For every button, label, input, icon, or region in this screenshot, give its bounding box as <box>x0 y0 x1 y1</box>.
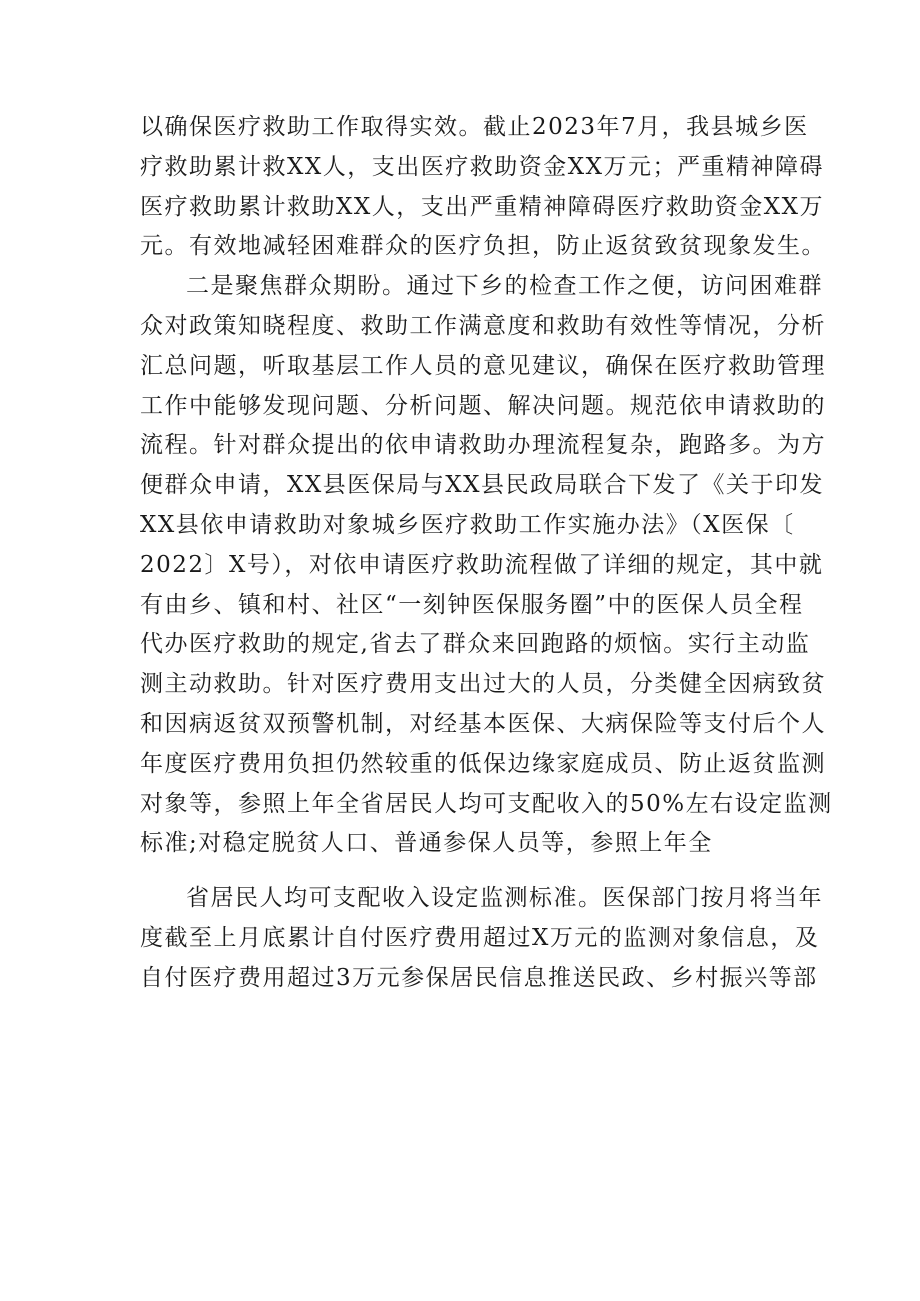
text-line: 和因病返贫双预警机制，对经基本医保、大病保险等支付后个人 <box>140 710 826 737</box>
paragraph-3 <box>140 879 823 998</box>
text-line: 疗救助累计救XX人，支出医疗救助资金XX万元；严重精神障碍 <box>140 153 824 180</box>
text-line: XX县依申请救助对象城乡医疗救助工作实施办法》（X医保〔 <box>140 511 795 538</box>
text-line: 有由乡、镇和村、社区“一刻钟医保服务圈”中的医保人员全程 <box>140 591 804 618</box>
text-line: 医疗救助累计救助XX人，支出严重精神障碍医疗救助资金XX万 <box>140 193 824 220</box>
text-line: 元。有效地减轻困难群众的医疗负担，防止返贫致贫现象发生。 <box>140 233 826 260</box>
text-line: 汇总问题，听取基层工作人员的意见建议，确保在医疗救助管理 <box>140 352 826 379</box>
text-line: 代办医疗救助的规定,省去了群众来回跑路的烦恼。实行主动监 <box>140 631 811 658</box>
text-line: 标准;对稳定脱贫人口、普通参保人员等，参照上年全 <box>140 830 713 857</box>
text-line: 2022〕X号），对依申请医疗救助流程做了详细的规定，其中就 <box>140 551 824 578</box>
text-line: 便群众申请，XX县医保局与XX县民政局联合下发了《关于印发 <box>140 472 824 499</box>
text-line: 对象等，参照上年全省居民人均可支配收入的50%左右设定监测 <box>140 790 833 817</box>
text-line: 度截至上月底累计自付医疗费用超过X万元的监测对象信息，及 <box>140 924 820 951</box>
text-line: 工作中能够发现问题、分析问题、解决问题。规范依申请救助的 <box>140 392 826 419</box>
paragraph-gap <box>140 864 800 879</box>
text-line: 省居民人均可支配收入设定监测标准。医保部门按月将当年 <box>186 885 823 912</box>
body-text <box>140 108 833 999</box>
text-line: 自付医疗费用超过3万元参保居民信息推送民政、乡村振兴等部 <box>140 964 818 991</box>
text-line: 测主动救助。针对医疗费用支出过大的人员，分类健全因病致贫 <box>140 671 826 698</box>
paragraph-1 <box>140 108 826 267</box>
text-line: 众对政策知晓程度、救助工作满意度和救助有效性等情况，分析 <box>140 312 826 339</box>
text-line: 流程。针对群众提出的依申请救助办理流程复杂，跑路多。为方 <box>140 432 826 459</box>
text-line: 以确保医疗救助工作取得实效。截止2023年7月，我县城乡医 <box>140 114 809 140</box>
text-line: 年度医疗费用负担仍然较重的低保边缘家庭成员、防止返贫监测 <box>140 750 826 777</box>
text-line: 二是聚焦群众期盼。通过下乡的检查工作之便，访问困难群 <box>186 273 823 300</box>
paragraph-2 <box>140 267 833 864</box>
